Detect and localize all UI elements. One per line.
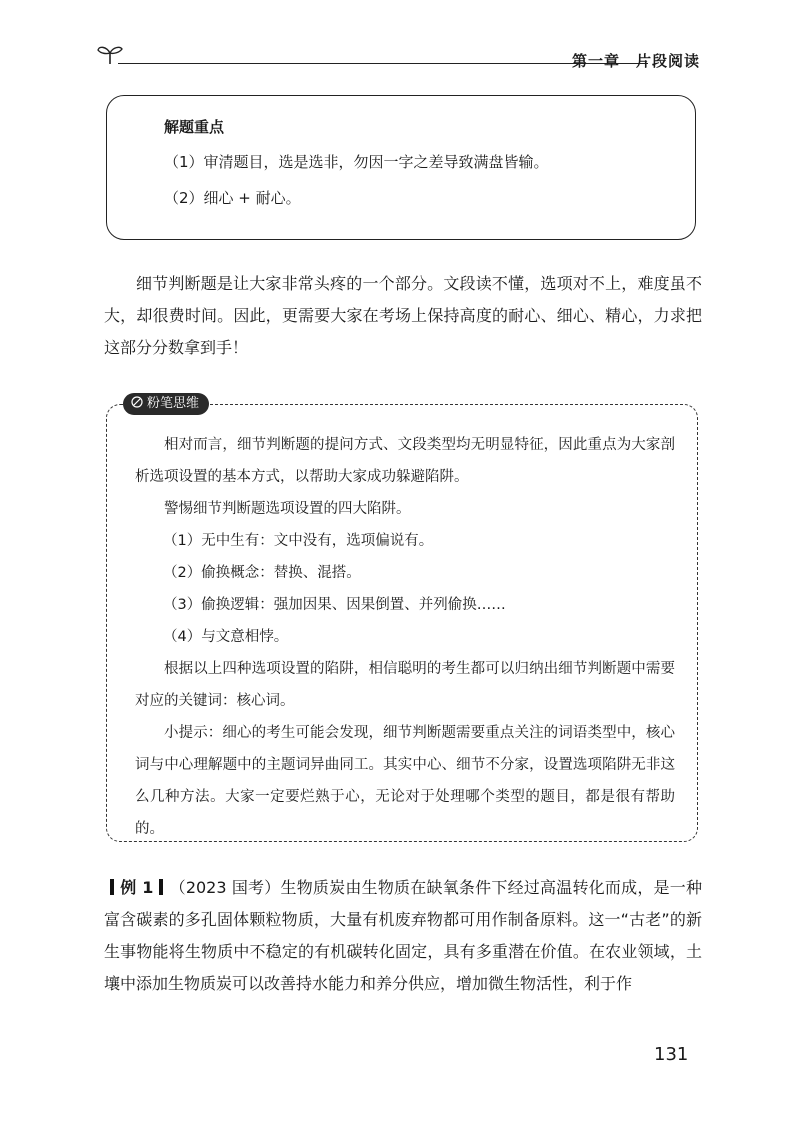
thinking-paragraph: 警惕细节判断题选项设置的四大陷阱。 bbox=[164, 501, 411, 517]
thinking-paragraph: 相对而言，细节判断题的提问方式、文段类型均无明显特征，因此重点为大家剖析选项设置的基本方式，以帮助大家成功躲避陷阱。 bbox=[135, 437, 675, 485]
thinking-box bbox=[106, 396, 698, 842]
section-title: 片段阅读 bbox=[635, 52, 700, 70]
header-rule bbox=[118, 63, 648, 64]
label-bar-icon bbox=[110, 879, 114, 895]
thinking-paragraph: 根据以上四种选项设置的陷阱，相信聪明的考生都可以归纳出细节判断题中需要对应的关键词：核心词。 bbox=[135, 661, 675, 709]
example-text: （2023 国考）生物质炭由生物质在缺氧条件下经过高温转化而成，是一种富含碳素的多孔固体颗粒物质，大量有机废弃物都可用作制备原料。这一“古老”的新生事物能将生物质中不稳定的有机碳转化固定，具有多重潜在价值。在农业领域，土壤中添加生物质炭可以改善持水能力和养分供应，增加微生物活性，利于作 bbox=[104, 878, 702, 993]
page-number: 131 bbox=[654, 1044, 689, 1065]
thinking-content bbox=[135, 429, 675, 845]
trap-item: （3）偷换逻辑：强加因果、因果倒置、并列偷换…… bbox=[163, 597, 506, 613]
chalk-icon bbox=[131, 396, 143, 408]
trap-item: （1）无中生有：文中没有，选项偏说有。 bbox=[163, 533, 434, 549]
thinking-tip: 小提示：细心的考生可能会发现，细节判断题需要重点关注的词语类型中，核心词与中心理解题中的主题词异曲同工。其实中心、细节不分家，设置选项陷阱无非这么几种方法。大家一定要烂熟于心，无论对于处理哪个类型的题目，都是很有帮助的。 bbox=[135, 725, 675, 837]
example-label bbox=[104, 878, 169, 897]
example-label-text: 例 1 bbox=[120, 878, 154, 897]
label-bar-icon bbox=[159, 879, 163, 895]
page-header bbox=[96, 38, 700, 68]
key-point-item: （2）细心 + 耐心。 bbox=[164, 189, 301, 207]
trap-item: （2）偷换概念：替换、混搭。 bbox=[163, 565, 361, 581]
thinking-tag-label: 粉笔思维 bbox=[147, 396, 200, 411]
key-points-box bbox=[106, 95, 696, 240]
example-paragraph bbox=[104, 872, 702, 1000]
key-points-title: 解题重点 bbox=[164, 118, 225, 136]
chapter-number: 第一章 bbox=[571, 52, 620, 70]
thinking-tag bbox=[123, 393, 209, 415]
intro-paragraph: 细节判断题是让大家非常头疼的一个部分。文段读不懂，选项对不上，难度虽不大，却很费时间。因此，更需要大家在考场上保持高度的耐心、细心、精心，力求把这部分分数拿到手！ bbox=[104, 274, 702, 357]
chapter-title bbox=[572, 50, 700, 71]
key-point-item: （1）审清题目，选是选非，勿因一字之差导致满盘皆输。 bbox=[164, 153, 549, 171]
trap-item: （4）与文意相悖。 bbox=[163, 629, 289, 645]
